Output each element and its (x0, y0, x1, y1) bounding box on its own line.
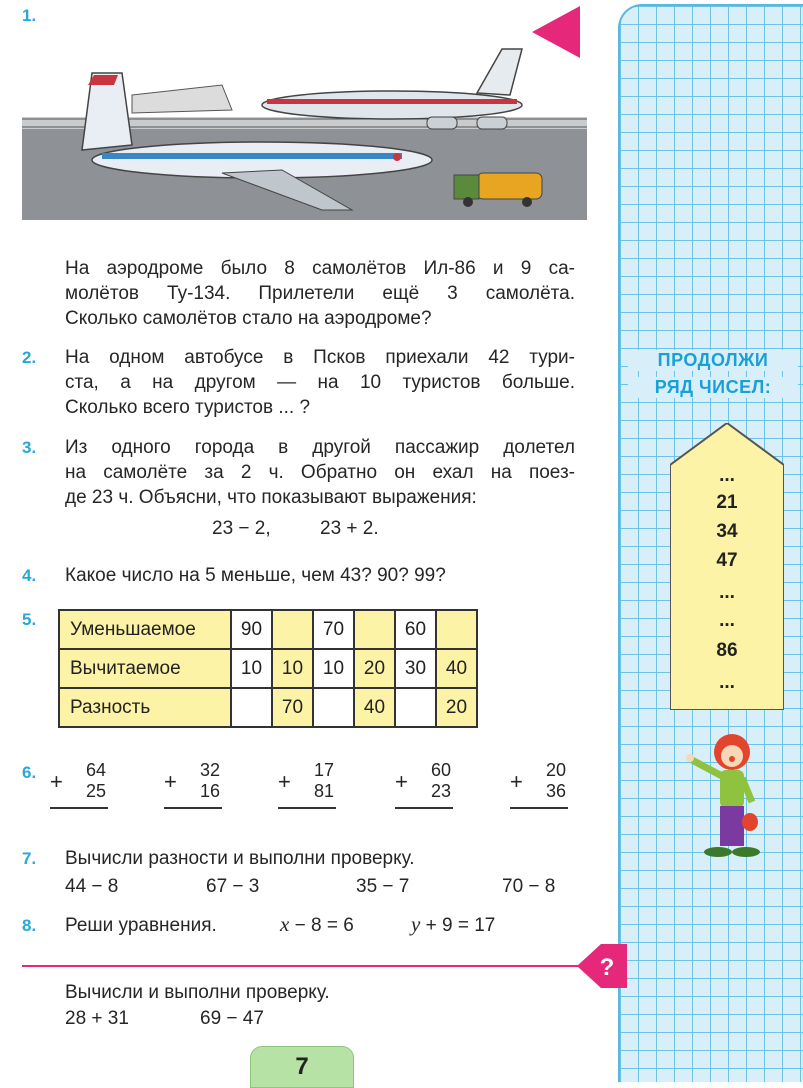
sum-bar (510, 807, 568, 809)
addend: 81 (313, 781, 334, 801)
clown-illustration (680, 730, 780, 860)
addend: 60 (430, 760, 451, 780)
task-text-line: Из одного города в другой пассажир долетел (65, 437, 575, 458)
task-text-line: де 23 ч. Объясни, что показывают выражения: (65, 487, 477, 508)
plus-sign: + (278, 769, 291, 794)
table-cell: 40 (354, 688, 395, 727)
column-addition (276, 760, 336, 820)
plus-sign: + (50, 769, 63, 794)
bonus-expression: 28 + 31 (65, 1008, 129, 1029)
task-4-text: Какое число на 5 меньше, чем 43? 90? 99? (65, 565, 446, 586)
column-addition (393, 760, 453, 820)
column-addition (162, 760, 222, 820)
task-number: 6. (22, 763, 37, 782)
equation-rest: − 8 = 6 (289, 915, 354, 936)
addend: 36 (545, 781, 566, 801)
sequence-item: 47 (716, 550, 738, 571)
addend: 16 (199, 781, 220, 801)
table-cell: 10 (313, 649, 354, 688)
table-cell: 10 (272, 649, 313, 688)
plus-sign: + (164, 769, 177, 794)
task-7-expression: 44 − 8 (65, 876, 119, 897)
equation-variable: x (280, 912, 290, 936)
row-label: Уменьшаемое (59, 610, 231, 649)
task-3-expression: 23 + 2. (320, 518, 379, 539)
table-cell (272, 610, 313, 649)
bonus-expression: 69 − 47 (200, 1008, 264, 1029)
task-text-line: Сколько самолётов стало на аэродроме? (65, 308, 432, 329)
row-label: Разность (59, 688, 231, 727)
table-cell: 30 (395, 649, 436, 688)
table-cell: 90 (231, 610, 272, 649)
subtraction-table (58, 609, 478, 728)
question-badge (577, 944, 627, 988)
addend: 25 (85, 781, 106, 801)
table-row (59, 688, 477, 727)
bonus-divider (22, 965, 587, 967)
table-row (59, 610, 477, 649)
pink-triangle-marker (532, 6, 580, 58)
task-7-expression: 35 − 7 (356, 876, 410, 897)
task-text-line: на самолёте за 2 ч. Обратно он ехал на поез- (65, 462, 575, 483)
sequence-item: 34 (716, 521, 738, 542)
table-cell: 20 (436, 688, 477, 727)
task-number: 4. (22, 566, 37, 585)
sum-bar (395, 807, 453, 809)
task-number: 5. (22, 610, 37, 629)
table-cell: 60 (395, 610, 436, 649)
task-text-line: ста, а на другом — на 10 туристов больше. (65, 372, 575, 393)
sequence-item: ... (719, 465, 735, 486)
task-3-expression: 23 − 2, (212, 518, 271, 539)
task-text-line: Сколько всего туристов ... ? (65, 397, 311, 418)
task-text-line: На одном автобусе в Псков приехали 42 тури- (65, 347, 575, 368)
sum-bar (50, 807, 108, 809)
plus-sign: + (395, 769, 408, 794)
task-7-expression: 70 − 8 (502, 876, 556, 897)
table-cell: 70 (272, 688, 313, 727)
table-cell (436, 610, 477, 649)
equation-rest: + 9 = 17 (420, 915, 496, 936)
table-cell: 20 (354, 649, 395, 688)
task-2-text (65, 345, 575, 420)
task-number: 3. (22, 438, 37, 457)
task-text-line: молётов Ту-134. Прилетели ещё 3 самолёта. (65, 283, 575, 304)
sequence-item: 86 (716, 640, 738, 661)
sequence-item: ... (719, 610, 735, 631)
table-row (59, 649, 477, 688)
plus-sign: + (510, 769, 523, 794)
table-cell: 10 (231, 649, 272, 688)
equation-variable: y (411, 912, 421, 936)
task-7-expression: 67 − 3 (206, 876, 260, 897)
sidebar-title-line2: РЯД ЧИСЕЛ: (628, 377, 798, 398)
table-cell (313, 688, 354, 727)
addend: 32 (199, 760, 220, 780)
addend: 23 (430, 781, 451, 801)
sequence-item: ... (719, 582, 735, 603)
sum-bar (278, 807, 336, 809)
row-label: Вычитаемое (59, 649, 231, 688)
column-addition (48, 760, 108, 820)
equation-1 (280, 912, 354, 937)
task-3-text (65, 435, 575, 510)
addend: 20 (545, 760, 566, 780)
sequence-item: ... (719, 672, 735, 693)
task-7-text: Вычисли разности и выполни проверку. (65, 848, 415, 869)
table-cell (395, 688, 436, 727)
airport-illustration (22, 45, 587, 220)
task-number: 7. (22, 849, 37, 868)
addend: 17 (313, 760, 334, 780)
sum-bar (164, 807, 222, 809)
bonus-text: Вычисли и выполни проверку. (65, 982, 330, 1003)
task-1-text (65, 256, 575, 331)
table-cell (231, 688, 272, 727)
task-number: 8. (22, 916, 37, 935)
page-number: 7 (250, 1046, 354, 1088)
question-mark: ? (599, 954, 615, 981)
table-cell: 70 (313, 610, 354, 649)
sidebar-title-line1: ПРОДОЛЖИ (628, 350, 798, 371)
task-text-line: На аэродроме было 8 самолётов Ил-86 и 9 са- (65, 258, 575, 279)
table-cell (354, 610, 395, 649)
task-number: 1. (22, 6, 37, 25)
equation-2 (411, 912, 495, 937)
addend: 64 (85, 760, 106, 780)
column-addition (508, 760, 568, 820)
task-number: 2. (22, 348, 37, 367)
task-8-text: Реши уравнения. (65, 915, 217, 936)
table-cell: 40 (436, 649, 477, 688)
sequence-item: 21 (716, 492, 738, 513)
